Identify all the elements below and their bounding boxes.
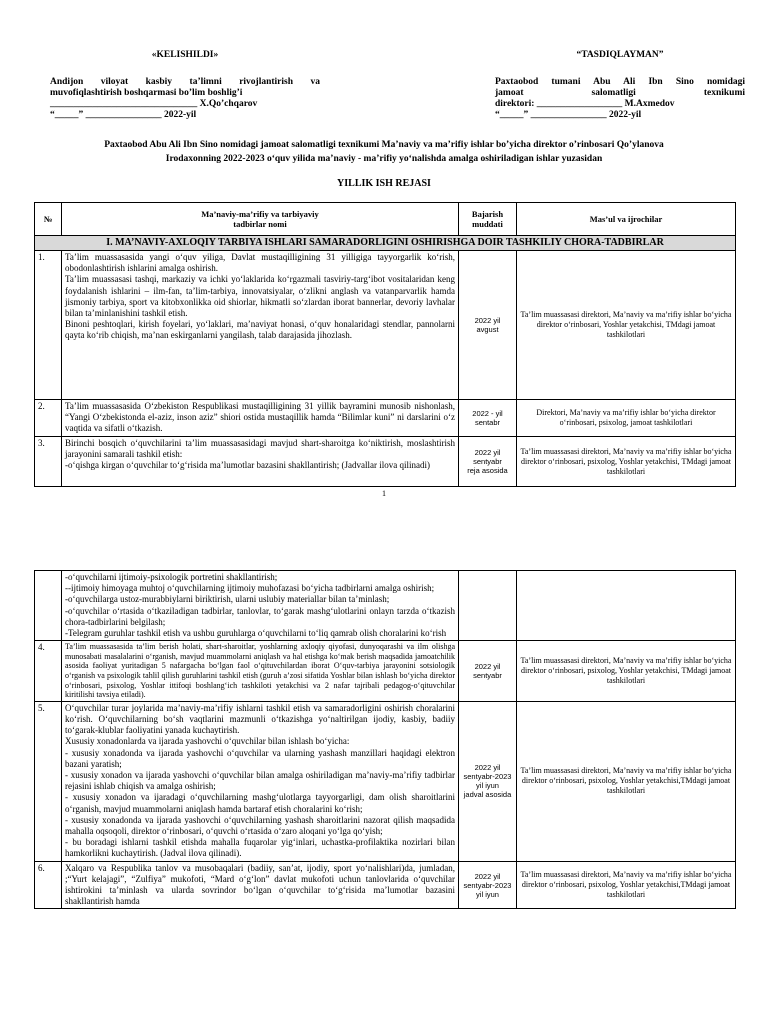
- plan-table-page-2: [34, 570, 736, 909]
- document-title-line: Irodaxonning 2022-2023 o‘quv yilida ma’naviy - ma’rifiy yo‘nalishda amalga oshiriladigan ishlar yuzasidan: [165, 154, 603, 164]
- table-row: [35, 641, 736, 702]
- left-approval-block: [50, 77, 320, 121]
- row-responsible: [517, 571, 736, 641]
- row-deadline: 2022 yil sentyabr: [459, 641, 517, 702]
- table-row: [35, 861, 736, 909]
- left-approval-title: «KELISHILDI»: [151, 50, 219, 60]
- document-title: [20, 138, 748, 166]
- right-approval-line: “_____” ________________ 2022-yil: [495, 110, 642, 120]
- document-subtitle: YILLIK ISH REJASI: [337, 178, 431, 189]
- row-description: Xalqaro va Respublika tanlov va musobaqalari (badiiy, san’at, ijodiy, sport yo‘nalishlari)da, jumladan, ;“Yurt kelajagi”, “Zulfiya” mukofoti, “Mard o‘g‘lon” davlat mukofoti uchun tanlovlarida o‘quvchilar ishtirokini ta’minlash va ularda sovrindor bo‘lgan o‘quvchilar to‘g‘risida ma’lumotlar bazasini shakllantirish hamda: [62, 861, 459, 909]
- section-title: I. MA’NAVIY-AXLOQIY TARBIYA ISHLARI SAMARADORLIGINI OSHIRISHGA DOIR TASHKILIY CHORA-TADBIRLAR: [35, 236, 736, 251]
- row-responsible: Ta’lim muassasasi direktori, Ma’naviy va ma’rifiy ishlar bo‘yicha direktor o‘rinbosari, psixolog, Yoshlar yetakchisi,TMdagi jamoat tashkilotlari: [517, 861, 736, 909]
- row-number: 1.: [35, 251, 62, 400]
- page-number: 1: [382, 489, 386, 498]
- right-approval-title: “TASDIQLAYMAN”: [576, 50, 664, 60]
- row-responsible: Direktori, Ma’naviy va ma’rifiy ishlar bo‘yicha direktor o‘rinbosari, psixolog, jamoat tashkilotlari: [517, 400, 736, 437]
- left-approval-line: _______________________________ X.Qo’chqarov: [50, 99, 258, 109]
- row-description: O‘quvchilar turar joylarida ma’naviy-ma’rifiy ishlarni tashkil etish va samaradorligini oshirish choralarini ko‘rish. O‘quvchilarning bo‘sh vaqtlarini mazmunli o‘tkazishga yo‘naltirilgan ijodiy, kasbiy, badiiy to‘garak-klublar faoliyatini yanada kuchaytirish. Xususiy xonadonlarda va ijarada yashovchi o‘quvchilar bilan ishlash bo‘yicha: - xususiy xonadonda va ijarada yashovchi o‘quvchilar va ularning yashash manzillari haqidagi elektron bazani yaratish; - xususiy xonadon va ijarada yashovchi o‘quvchilar bilan amalga oshiriladigan ma’naviy-ma’rifiy tadbirlar rejasini ishlab chiqish va amalga oshirish; - xususiy xonadon va ijaradagi o‘quvchilarning mashg‘ulotlarga tayyorgarligi, dam olish sharoitlarini o‘rganish, mavjud muammolarni aniqlash hamda bartaraf etish choralarini ko‘rish; - xususiy xonadonda va ijarada yashovchi o‘quvchilarning yashash sharoitlarini nazorat qilish maqsadida mahalla oqsoqoli, direktor o‘rinbosari, o‘quvchi o‘rtasida o‘zaro aloqani yo‘lga qo‘yish; - bu boradagi ishlarni tashkil etishda mahalla fuqarolar yig‘inlari, uchastka-profilaktika nozirlari bilan hamkorlikni kuchaytirish. (Jadval ilova qilinadi).: [62, 701, 459, 861]
- row-responsible: Ta’lim muassasasi direktori, Ma’naviy va ma’rifiy ishlar bo‘yicha direktor o‘rinbosari, Yoshlar yetakchisi, TMdagi jamoat tashkilotlari: [517, 251, 736, 400]
- table-header-row: [35, 203, 736, 236]
- row-deadline: 2022 yil sentyabr-2023 yil iyun: [459, 861, 517, 909]
- page-2: [0, 570, 768, 1024]
- document-title-line: Paxtaobod Abu Ali Ibn Sino nomidagi jamoat salomatligi texnikumi Ma’naviy va ma’rifiy ishlar bo’yicha direktor o’rinbosari Qo’ylanova: [104, 140, 664, 150]
- right-approval-line: Paxtaobod tumani Abu Ali Ibn Sino nomidagi: [495, 77, 745, 87]
- row-number: 3.: [35, 437, 62, 487]
- row-number: 2.: [35, 400, 62, 437]
- row-responsible: Ta’lim muassasasi direktori, Ma’naviy va ma’rifiy ishlar bo‘yicha direktor o‘rinbosari, psixolog, Yoshlar yetakchisi,TMdagi jamoat tashkilotlari: [517, 701, 736, 861]
- row-description: Ta’lim muassasasida O‘zbekiston Respublikasi mustaqilligining 31 yillik bayramini munosib nishonlash, “Yangi O‘zbekistonda el-aziz, inson aziz” shiori ostida mustaqillik hamda “Bilimlar kuni” ni darslarini o‘z vaqtida va sifatli o‘tkazish.: [62, 400, 459, 437]
- header-responsible: Mas’ul va ijrochilar: [517, 203, 736, 236]
- header-number: №: [35, 203, 62, 236]
- section-row: [35, 236, 736, 251]
- left-approval-line: “_____” ________________ 2022-yil: [50, 110, 197, 120]
- table-row: [35, 571, 736, 641]
- row-description: -o‘quvchilarni ijtimoiy-psixologik portretini shakllantirish; --ijtimoiy himoyaga muhtoj o‘quvchilarning ijtimoiy muhofazasi bo‘yicha tadbirlarni amalga oshirish; -o‘quvchilarga ustoz-murabbiylarni biriktirish, ularni uslubiy materiallar bilan ta’minlash; -o‘quvchilar o‘rtasida o‘tkaziladigan tadbirlar, tanlovlar, to‘garak mashg‘ulotlarini onlayn tarzda o‘tkazish chora-tadbirlarini belgilash; -Telegram guruhlar tashkil etish va ushbu guruhlarga o‘quvchilarni to‘liq qamrab olish choralarini ko‘rish: [62, 571, 459, 641]
- row-deadline: 2022 yil avgust: [459, 251, 517, 400]
- row-description: Birinchi bosqich o‘quvchilarini ta’lim muassasasidagi mavjud shart-sharoitga ko‘niktirish, moslashtirish jarayonini samarali tashkil etish: -o‘qishga kirgan o‘quvchilar to‘g‘risida ma’lumotlar bazasini shakllantirish; (Jadvallar ilova qilinadi): [62, 437, 459, 487]
- right-approval-block: [495, 77, 745, 121]
- table-row: [35, 251, 736, 400]
- row-number: 6.: [35, 861, 62, 909]
- row-responsible: Ta’lim muassasasi direktori, Ma’naviy va ma’rifiy ishlar bo‘yicha direktor o‘rinbosari, psixolog, Yoshlar yetakchisi, TMdagi jamoat tashkilotlari: [517, 437, 736, 487]
- page-1: [0, 0, 768, 500]
- header-deadline: Bajarish muddati: [459, 203, 517, 236]
- row-description: Ta’lim muassasasida yangi o‘quv yiliga, Davlat mustaqilligining 31 yilligiga tayyorgarlik ko‘rish, obodonlashtirish ishlarini amalga oshirish. Ta’lim muassasasi tashqi, markaziy va ichki yo‘laklarida ko‘rgazmali tasviriy-targ‘ibot vositalaridan keng foydalanish ishlarini – ilm-fan, ta’lim-tarbiya, innovatsiyalar, o‘zlikni anglash va vatanparvarlik hamda jismoniy tarbiya, sport va kitobxonlikka oid shiorlar, hikmatli so‘zlardan iborat bannerlar, devoriy lavhalar bilan ta’minlanishini tashkil etish. Binoni peshtoqlari, kirish foyelari, yo‘laklari, ma’naviyat honasi, o‘quv honalaridagi stendlar, pannolarni qayta ko‘rib chiqish, ma’nan eskirganlarni yangilash, talab darajasida jihozlash.: [62, 251, 459, 400]
- right-approval-line: jamoat salomatligi texnikumi: [495, 88, 745, 98]
- row-deadline: 2022 yil sentyabr-2023 yil iyun jadval asosida: [459, 701, 517, 861]
- row-deadline: 2022 - yil sentabr: [459, 400, 517, 437]
- right-approval-line: direktori: __________________ M.Axmedov: [495, 99, 675, 109]
- table-row: [35, 701, 736, 861]
- row-deadline: 2022 yil sentyabr reja asosida: [459, 437, 517, 487]
- row-responsible: Ta’lim muassasasi direktori, Ma’naviy va ma’rifiy ishlar bo‘yicha direktor o‘rinbosari, psixolog, Yoshlar yetakchisi, TMdagi jamoat tashkilotlari: [517, 641, 736, 702]
- row-deadline: [459, 571, 517, 641]
- header-activity-name: Ma’naviy-ma’rifiy va tarbiyaviy tadbirlar nomi: [62, 203, 459, 236]
- plan-table-page-1: [34, 202, 736, 487]
- left-approval-line: Andijon viloyat kasbiy ta’limni rivojlantirish va: [50, 77, 320, 87]
- table-row: [35, 400, 736, 437]
- row-number: [35, 571, 62, 641]
- left-approval-line: muvofiqlashtirish boshqarmasi bo’lim boshlig’i: [50, 88, 243, 98]
- row-description: Ta’lim muassasasida ta’lim berish holati, shart-sharoitlar, yoshlarning axloqiy qiyofasi, dunyoqarashi va ilm olishga munosabati masalalarini o‘rganish, mavjud muammolarni aniqlash va hal etishga ko‘mak berish maqsadida jamoatchilik asosida faoliyat yuritadigan 5 nafargacha bo‘lgan faol o‘qituvchilardan iborat O‘quv-tarbiya jarayonini sotsiologik o‘rganish va psixologik tahlil qilish guruhlarini tashkil etish (guruh a’zosi sifatida Yoshlar bilan ishlash bo‘yicha direktor o‘rinbosari, psixolog, Yoshlar ittifoqi boshlang‘ich tashkiloti yetakchisi va 2 nafar tajribali pedagog-o‘qituvchilar kiritilishi tavsiya etiladi).: [62, 641, 459, 702]
- row-number: 5.: [35, 701, 62, 861]
- row-number: 4.: [35, 641, 62, 702]
- table-row: [35, 437, 736, 487]
